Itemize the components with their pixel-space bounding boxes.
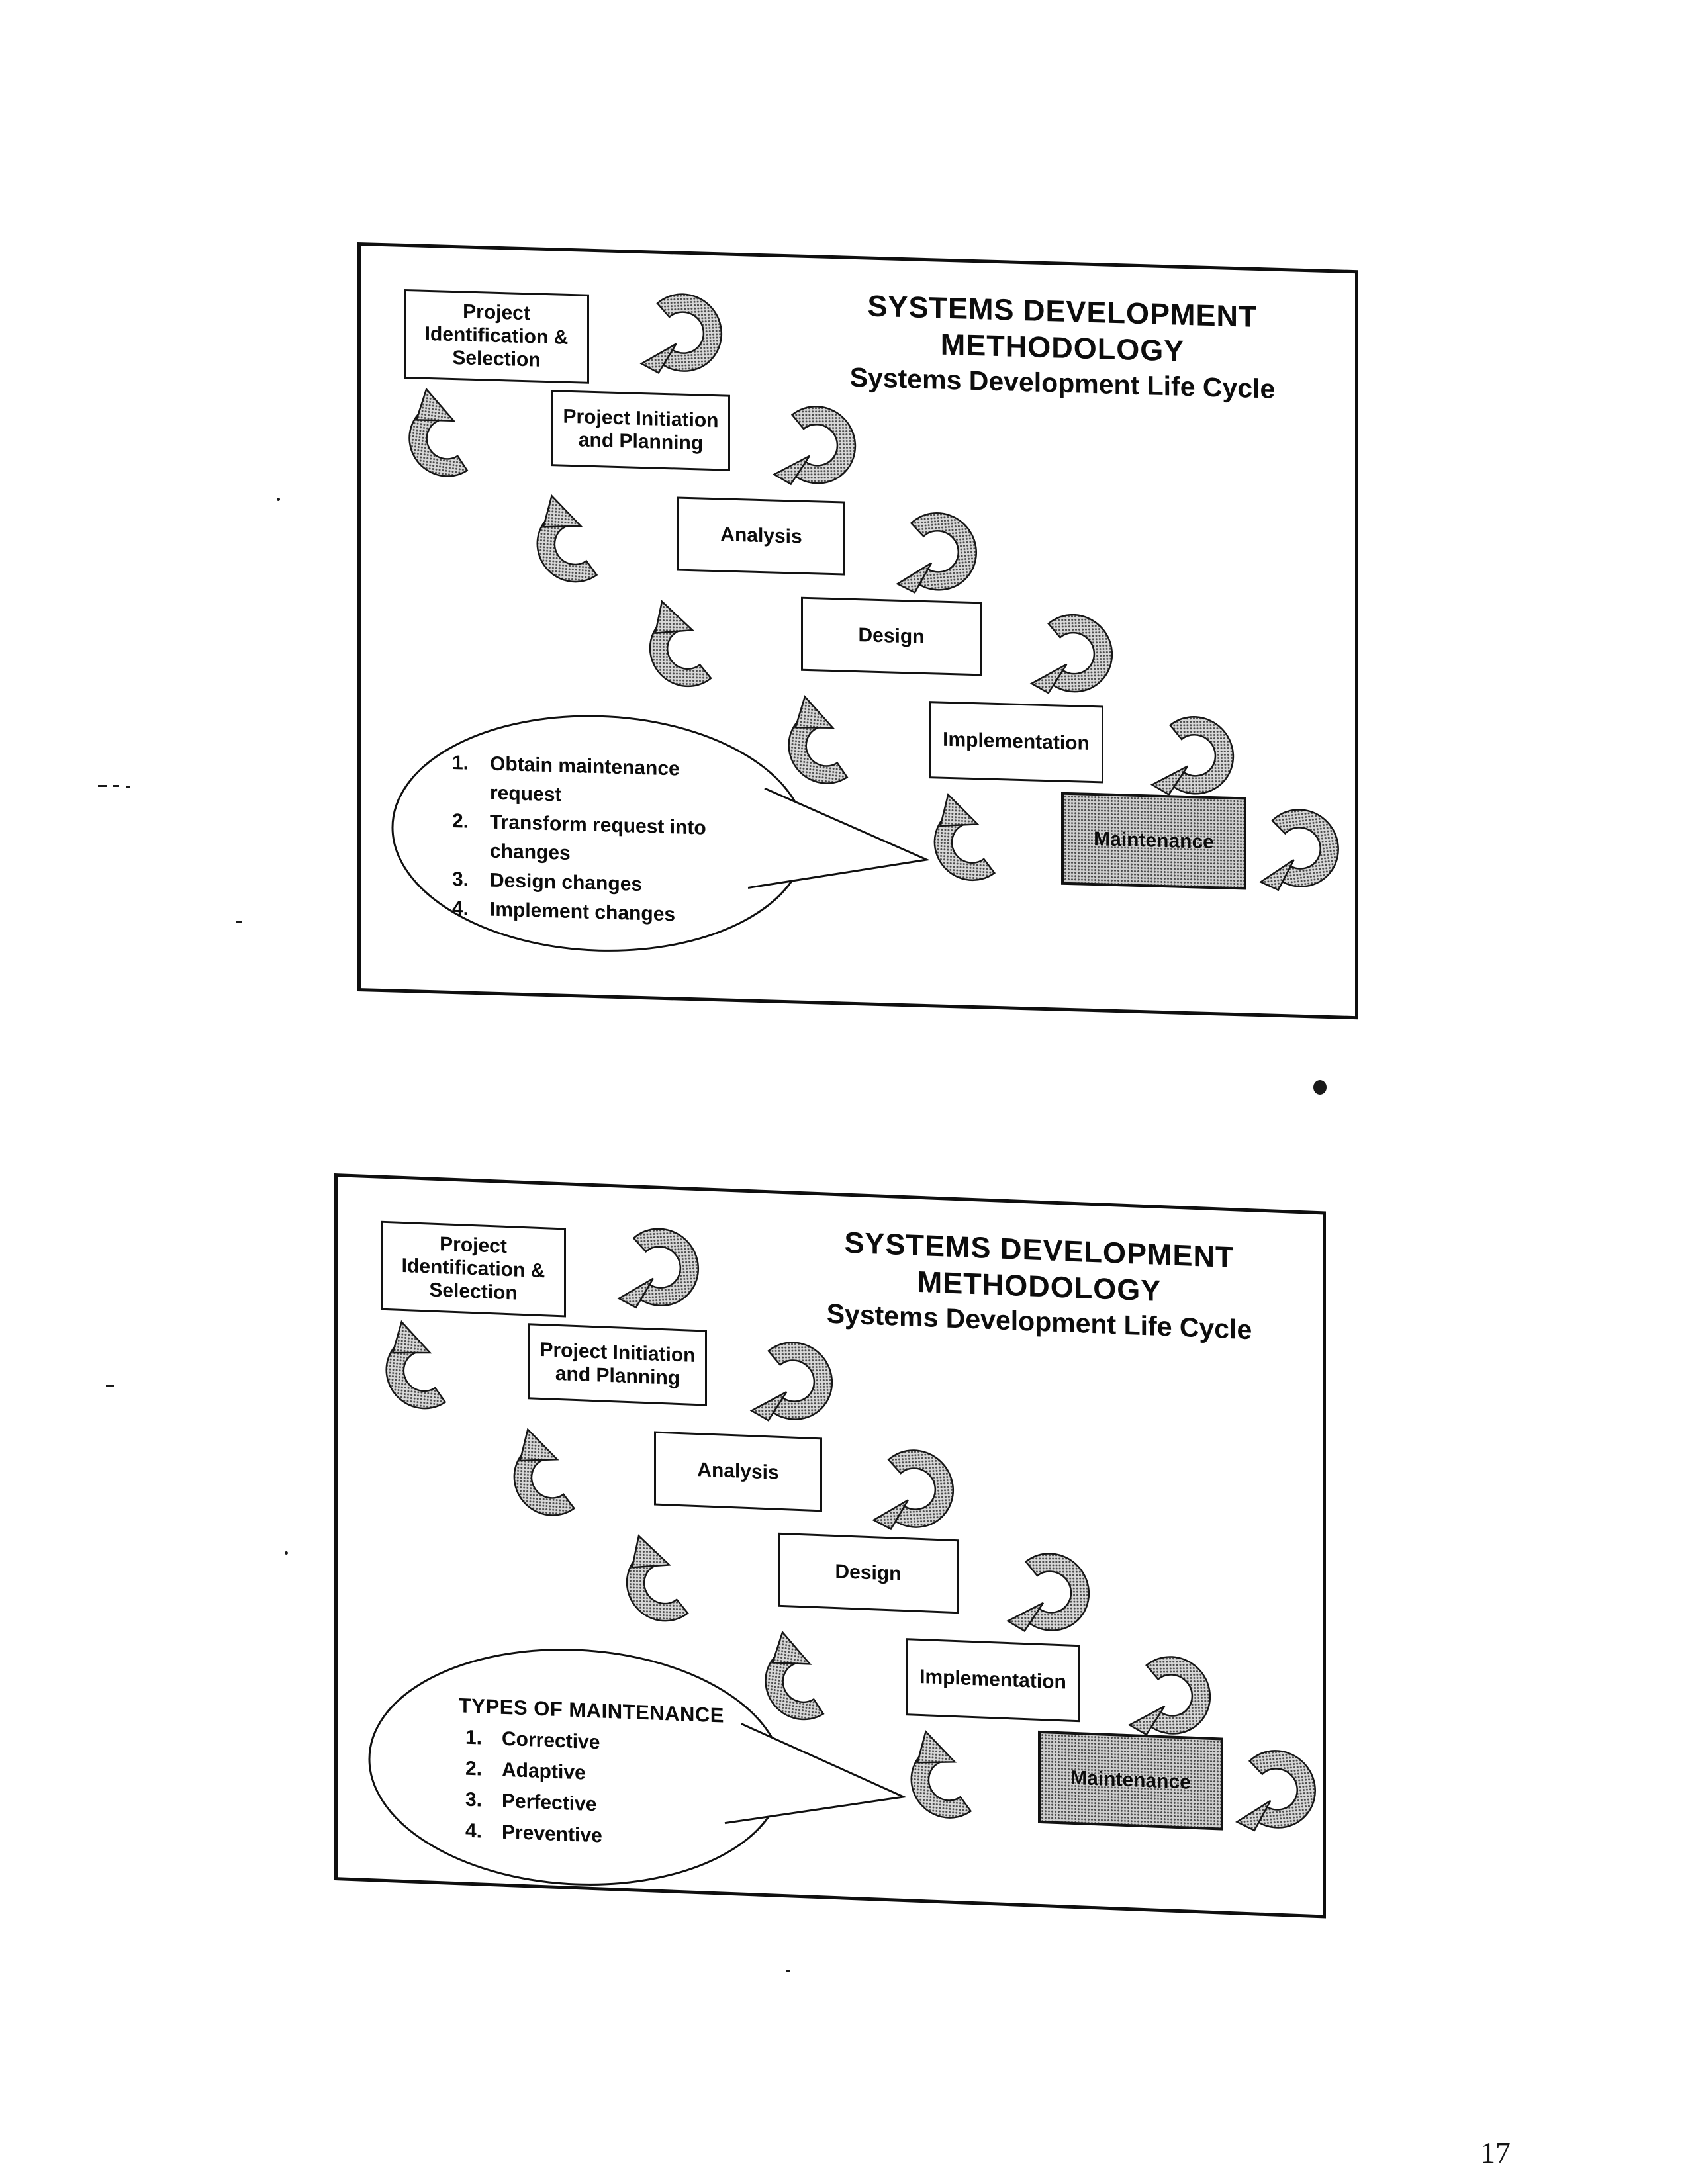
cycle-arrow-back-icon — [635, 592, 741, 700]
callout-bubble-list — [452, 749, 750, 932]
stage-box-maintenance — [1038, 1731, 1223, 1831]
cycle-arrow-forward-icon — [601, 1213, 716, 1324]
scan-artifact — [113, 785, 119, 787]
list-item-number: 3. — [452, 868, 469, 891]
slide-title-line1: SYSTEMS DEVELOPMENT — [844, 1225, 1235, 1275]
stage-box-design — [801, 597, 982, 676]
list-item-text: Perfective — [502, 1790, 597, 1816]
stage-label: Analysis — [697, 1458, 779, 1484]
list-item-number: 4. — [465, 1819, 483, 1843]
stage-label: Project Identification & Selection — [424, 300, 569, 371]
cycle-arrow-back-icon — [390, 377, 506, 496]
cycle-arrow-forward-icon — [878, 496, 995, 610]
stage-label: Design — [835, 1560, 902, 1585]
list-item-text: Preventive — [502, 1821, 602, 1847]
scan-artifact — [1313, 1080, 1327, 1095]
list-item-text: Transform request into changes — [490, 811, 706, 864]
stage-box-identification — [404, 289, 589, 384]
stage-label: Implementation — [943, 728, 1090, 754]
list-item-text: Design changes — [490, 869, 643, 896]
cycle-arrow-back-icon — [498, 1418, 607, 1531]
list-item-text: Obtain maintenance request — [490, 752, 680, 806]
cycle-arrow-back-icon — [369, 1310, 482, 1426]
stage-box-analysis — [654, 1432, 822, 1512]
cycle-arrow-forward-icon — [737, 1328, 848, 1435]
cycle-arrow-forward-icon — [1017, 600, 1128, 709]
list-item — [452, 749, 750, 815]
scan-artifact — [126, 786, 130, 788]
scan-artifact — [277, 498, 280, 501]
cycle-arrow-back-icon — [612, 1525, 718, 1635]
stage-box-maintenance — [1061, 792, 1246, 890]
stage-label: Project Initiation and Planning — [539, 1338, 696, 1389]
slide-subtitle: Systems Development Life Cycle — [826, 1298, 1252, 1345]
stage-label: Implementation — [919, 1666, 1066, 1694]
stage-box-initiation — [528, 1323, 707, 1406]
page-number: 17 — [1480, 2136, 1511, 2169]
stage-box-identification — [381, 1221, 566, 1318]
scan-artifact — [106, 1385, 114, 1387]
stage-box-analysis — [677, 496, 845, 575]
cycle-arrow-back-icon — [520, 484, 632, 598]
callout-bubble-header: TYPES OF MAINTENANCE — [459, 1694, 724, 1727]
stage-box-design — [778, 1533, 959, 1614]
stage-label: Project Initiation and Planning — [563, 405, 719, 455]
stage-label: Maintenance — [1070, 1766, 1191, 1794]
list-item — [452, 807, 750, 874]
sdlc-slide-panel-2 — [334, 1173, 1326, 1919]
list-item-text: Corrective — [502, 1727, 600, 1754]
slide-title-line2: METHODOLOGY — [917, 1264, 1162, 1308]
scan-artifact — [786, 1970, 790, 1972]
scan-artifact — [285, 1551, 288, 1555]
slide-title-line1: SYSTEMS DEVELOPMENT — [867, 289, 1258, 334]
list-item-number: 1. — [452, 751, 469, 774]
list-item-number: 3. — [465, 1788, 483, 1811]
cycle-arrow-forward-icon — [626, 279, 739, 389]
cycle-arrow-forward-icon — [1217, 1733, 1335, 1848]
slide-subtitle: Systems Development Life Cycle — [849, 361, 1276, 404]
slide-title — [771, 285, 1354, 409]
cycle-arrow-forward-icon — [761, 393, 870, 500]
cycle-arrow-forward-icon — [856, 1435, 970, 1546]
list-item-number: 2. — [452, 809, 469, 833]
list-item-number: 4. — [452, 897, 469, 920]
scan-artifact — [236, 921, 242, 923]
stage-label: Project Identification & Selection — [401, 1233, 545, 1304]
cycle-arrow-forward-icon — [994, 1540, 1103, 1647]
stage-box-initiation — [551, 390, 730, 471]
stage-label: Maintenance — [1094, 827, 1214, 853]
scan-artifact — [98, 785, 107, 787]
slide-title-line2: METHODOLOGY — [940, 327, 1185, 368]
list-item-number: 1. — [465, 1726, 483, 1749]
list-item-text: Implement changes — [490, 898, 676, 926]
cycle-arrow-forward-icon — [1239, 791, 1359, 908]
list-item-text: Adaptive — [502, 1758, 586, 1784]
stage-label: Analysis — [720, 523, 802, 548]
sdlc-slide-panel-1 — [357, 242, 1358, 1019]
list-item-number: 2. — [465, 1757, 483, 1780]
callout-bubble-list — [459, 1690, 776, 1858]
stage-label: Design — [858, 623, 925, 648]
